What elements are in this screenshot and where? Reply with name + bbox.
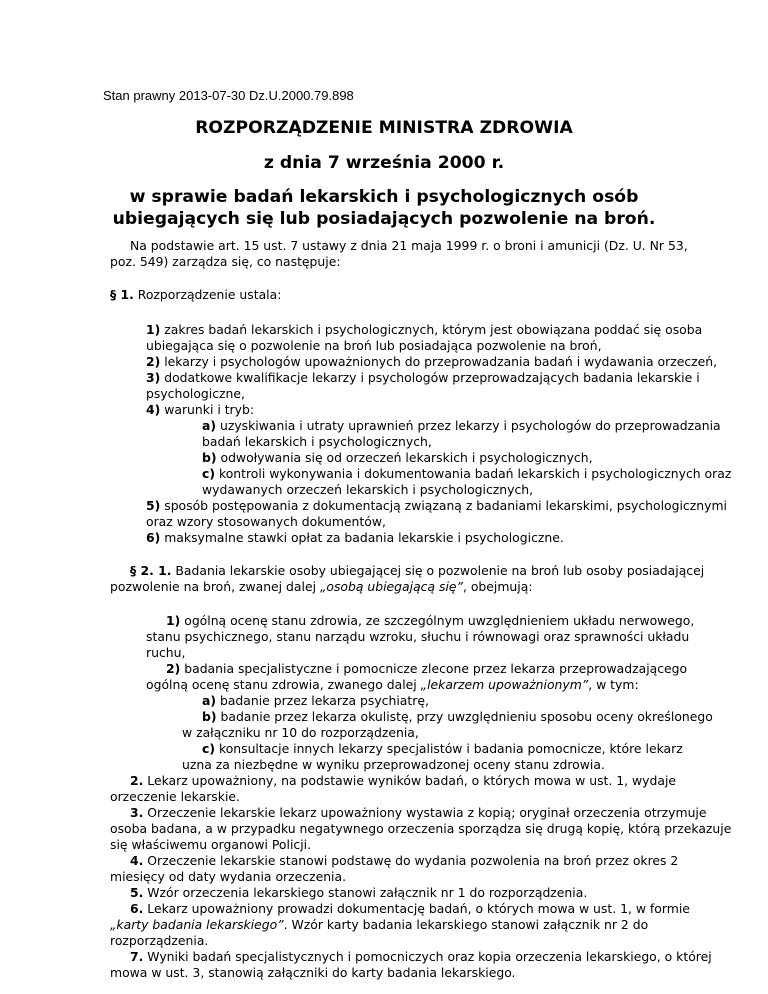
item-text: warunki i tryb:	[160, 402, 255, 417]
section-1-intro	[110, 287, 281, 303]
sub-item-continuation: wydawanych orzeczeń lekarskich i psychologicznych,	[202, 482, 534, 497]
sub-item-letter: b)	[202, 709, 217, 724]
sub-item-letter: c)	[202, 466, 216, 481]
list-item-continuation: ubiegająca się o pozwolenie na broń lub posiadająca pozwolenie na broń,	[146, 338, 602, 353]
list-item	[166, 613, 694, 629]
item-number: 4)	[146, 402, 161, 417]
list-item-continuation: ruchu,	[146, 645, 186, 660]
item-number: 5)	[146, 498, 161, 513]
sub-item-letter: b)	[202, 450, 217, 465]
item-text: lekarzy i psychologów upoważnionych do przeprowadzania badań i wydawania orzeczeń,	[160, 354, 718, 369]
document-title: ROZPORZĄDZENIE MINISTRA ZDROWIA	[195, 118, 573, 138]
item-number: 2)	[146, 354, 161, 369]
list-item	[146, 530, 564, 546]
paragraph-continuation: osoba badana, a w przypadku negatywnego orzeczenia sporządza się drugą kopię, którą przekazuje	[110, 821, 732, 836]
item-text: dodatkowe kwalifikacje lekarzy i psychologów przeprowadzających badania lekarskie i	[160, 370, 700, 385]
item-text: maksymalne stawki opłat za badania lekarskie i psychologiczne.	[160, 530, 564, 545]
item-number: 3)	[146, 370, 161, 385]
defined-term: „osobą ubiegającą się”	[319, 579, 463, 594]
paragraph-number: 7.	[130, 949, 144, 964]
list-item	[146, 322, 702, 338]
paragraph: 7. Wyniki badań specjalistycznych i pomocniczych oraz kopia orzeczenia lekarskiego, o której	[130, 949, 712, 964]
sub-item	[202, 450, 593, 466]
section-number: § 2. 1.	[130, 563, 172, 578]
section-text: Rozporządzenie ustala:	[133, 287, 282, 302]
item-number: 2)	[166, 661, 181, 676]
list-item-continuation: oraz wzory stosowanych dokumentów,	[146, 514, 386, 529]
paragraph-number: 5.	[130, 885, 144, 900]
paragraph-continuation: miesięcy od daty wydania orzeczenia.	[110, 869, 347, 884]
paragraph-continuation: rozporządzenia.	[110, 933, 209, 948]
sub-item	[202, 418, 721, 434]
list-item-continuation: ogólną ocenę stanu zdrowia, zwanego dalej „lekarzem upoważnionym”, w tym:	[146, 677, 639, 692]
list-item-continuation: psychologiczne,	[146, 386, 245, 401]
defined-term: „lekarzem upoważnionym”	[420, 677, 589, 692]
sub-item-text: kontroli wykonywania i dokumentowania badań lekarskich i psychologicznych oraz	[215, 466, 732, 481]
subject-line-2: ubiegających się lub posiadających pozwolenie na broń.	[112, 209, 656, 229]
item-text: badania specjalistyczne i pomocnicze zlecone przez lekarza przeprowadzającego	[180, 661, 688, 676]
paragraph: 3. Orzeczenie lekarskie lekarz upoważniony wystawia z kopią; oryginał orzeczenia otrzymuje	[130, 805, 707, 820]
preamble-line: poz. 549) zarządza się, co następuje:	[110, 254, 341, 269]
list-item	[146, 370, 700, 386]
paragraph-continuation: „karty badania lekarskiego”. Wzór karty badania lekarskiego stanowi załącznik nr 2 do	[110, 917, 649, 932]
sub-item	[202, 466, 731, 482]
paragraph-number: 6.	[130, 901, 144, 916]
sub-item	[202, 741, 683, 757]
sub-item-continuation: badań lekarskich i psychologicznych,	[202, 434, 432, 449]
defined-term: „karty badania lekarskiego”	[110, 917, 284, 932]
section-2-intro-continuation: pozwolenie na broń, zwanej dalej „osobą ubiegającą się”, obejmują:	[110, 579, 533, 594]
section-number: § 1.	[110, 287, 134, 302]
paragraph: 6. Lekarz upoważniony prowadzi dokumentację badań, o których mowa w ust. 1, w formie	[130, 901, 690, 916]
item-number: 1)	[146, 322, 161, 337]
item-text: zakres badań lekarskich i psychologicznych, którym jest obowiązana poddać się osoba	[160, 322, 703, 337]
sub-item-letter: c)	[202, 741, 216, 756]
list-item	[146, 498, 727, 514]
item-text: sposób postępowania z dokumentacją związaną z badaniami lekarskimi, psychologicznymi	[160, 498, 727, 513]
section-2-intro	[130, 563, 704, 579]
list-item	[166, 661, 687, 677]
sub-item-text: uzyskiwania i utraty uprawnień przez lekarzy i psychologów do przeprowadzania	[216, 418, 721, 433]
sub-item-continuation: w załączniku nr 10 do rozporządzenia,	[182, 725, 419, 740]
subject-line-1: w sprawie badań lekarskich i psychologicznych osób	[129, 187, 639, 207]
sub-item-text: odwoływania się od orzeczeń lekarskich i psychologicznych,	[216, 450, 593, 465]
list-item	[146, 354, 717, 370]
paragraph: 2. Lekarz upoważniony, na podstawie wyników badań, o których mowa w ust. 1, wydaje	[130, 773, 677, 788]
section-text: Badania lekarskie osoby ubiegającej się o pozwolenie na broń lub osoby posiadającej	[171, 563, 705, 578]
paragraph-number: 4.	[130, 853, 144, 868]
paragraph-continuation: orzeczenie lekarskie.	[110, 789, 240, 804]
document-date: z dnia 7 września 2000 r.	[263, 153, 505, 173]
item-number: 6)	[146, 530, 161, 545]
list-item-continuation: stanu psychicznego, stanu narządu wzroku, słuchu i równowagi oraz sprawności układu	[146, 629, 690, 644]
document-subject	[0, 186, 768, 230]
list-item	[146, 402, 254, 418]
item-text: ogólną ocenę stanu zdrowia, ze szczególnym uwzględnieniem układu nerwowego,	[180, 613, 695, 628]
paragraph-continuation: mowa w ust. 3, stanowią załączniki do karty badania lekarskiego.	[110, 965, 516, 980]
legal-status-line: Stan prawny 2013-07-30 Dz.U.2000.79.898	[103, 88, 354, 103]
sub-item-letter: a)	[202, 418, 217, 433]
paragraph: 4. Orzeczenie lekarskie stanowi podstawę do wydania pozwolenia na broń przez okres 2	[130, 853, 679, 868]
item-number: 1)	[166, 613, 181, 628]
sub-item-text: badanie przez lekarza psychiatrę,	[216, 693, 429, 708]
sub-item	[202, 693, 429, 709]
preamble-line: Na podstawie art. 15 ust. 7 ustawy z dnia 21 maja 1999 r. o broni i amunicji (Dz. U. Nr 53,	[130, 238, 688, 253]
paragraph-continuation: się właściwemu organowi Policji.	[110, 837, 312, 852]
sub-item	[202, 709, 713, 725]
paragraph: 5. Wzór orzeczenia lekarskiego stanowi załącznik nr 1 do rozporządzenia.	[130, 885, 588, 900]
sub-item-letter: a)	[202, 693, 217, 708]
paragraph-number: 3.	[130, 805, 144, 820]
sub-item-continuation: uzna za niezbędne w wyniku przeprowadzonej oceny stanu zdrowia.	[182, 757, 605, 772]
paragraph-number: 2.	[130, 773, 144, 788]
sub-item-text: badanie przez lekarza okulistę, przy uwzględnieniu sposobu oceny określonego	[216, 709, 713, 724]
sub-item-text: konsultacje innych lekarzy specjalistów i badania pomocnicze, które lekarz	[215, 741, 683, 756]
